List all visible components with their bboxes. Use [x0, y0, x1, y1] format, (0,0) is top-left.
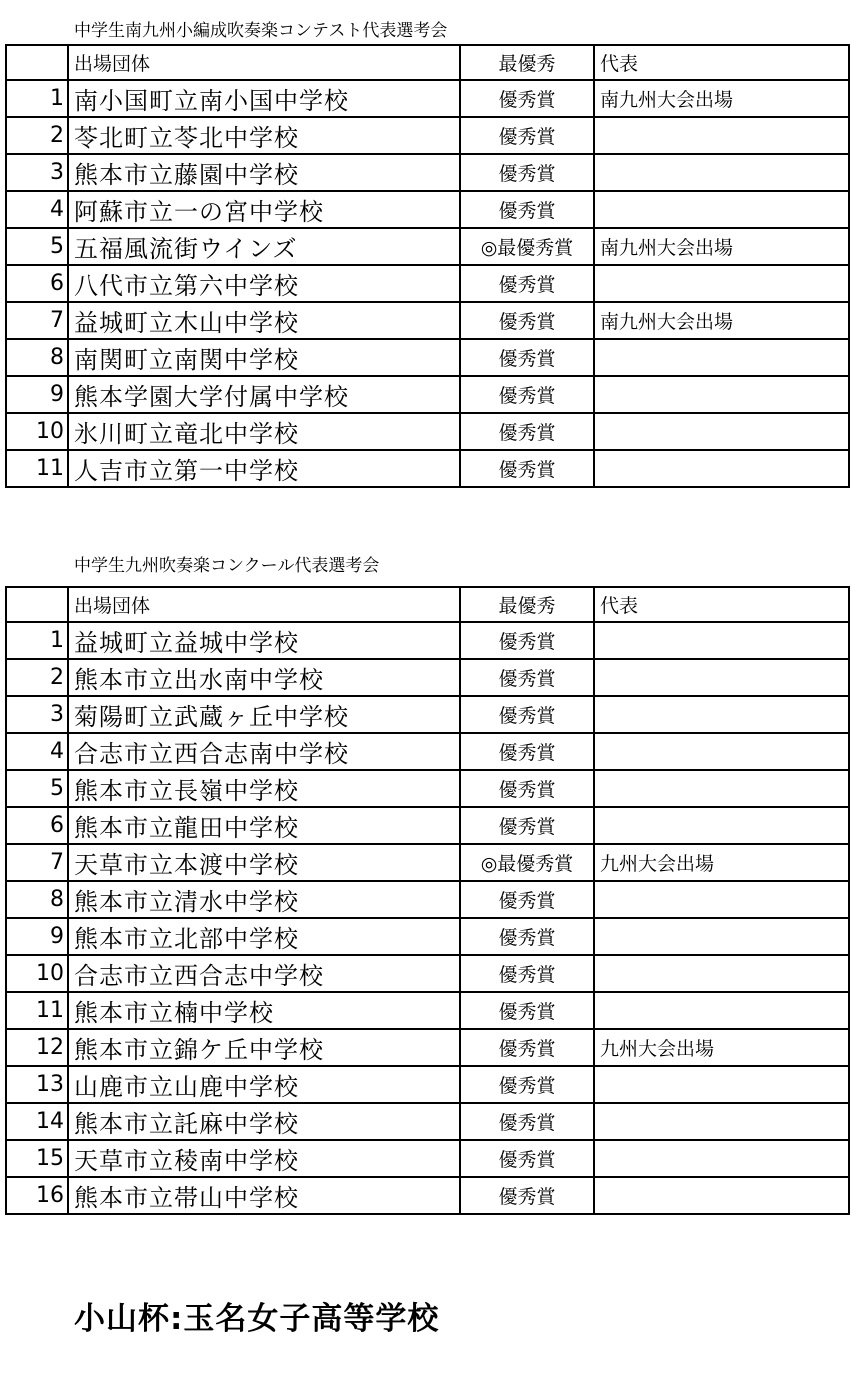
award-cell: ◎最優秀賞: [460, 844, 594, 881]
group-name: 苓北町立苓北中学校: [68, 117, 460, 154]
section1-table: [5, 44, 850, 488]
table-row: [6, 413, 849, 450]
representative-cell: [594, 117, 849, 154]
row-number: 6: [6, 265, 68, 302]
row-number: 4: [6, 733, 68, 770]
row-number: 1: [6, 622, 68, 659]
representative-cell: [594, 918, 849, 955]
award-cell: 優秀賞: [460, 1029, 594, 1066]
award-cell: 優秀賞: [460, 154, 594, 191]
representative-cell: [594, 992, 849, 1029]
group-name: 南小国町立南小国中学校: [68, 80, 460, 117]
award-cell: 優秀賞: [460, 1103, 594, 1140]
table-row: [6, 807, 849, 844]
header-group-name: 出場団体: [68, 587, 460, 622]
group-name: 合志市立西合志中学校: [68, 955, 460, 992]
representative-cell: 南九州大会出場: [594, 302, 849, 339]
table-row: [6, 622, 849, 659]
representative-cell: [594, 881, 849, 918]
award-cell: 優秀賞: [460, 770, 594, 807]
group-name: 熊本学園大学付属中学校: [68, 376, 460, 413]
award-cell: 優秀賞: [460, 376, 594, 413]
representative-cell: [594, 1140, 849, 1177]
award-cell: 優秀賞: [460, 733, 594, 770]
award-cell: 優秀賞: [460, 302, 594, 339]
group-name: 熊本市立楠中学校: [68, 992, 460, 1029]
table-row: [6, 955, 849, 992]
group-name: 合志市立西合志南中学校: [68, 733, 460, 770]
representative-cell: [594, 265, 849, 302]
group-name: 氷川町立竜北中学校: [68, 413, 460, 450]
row-number: 16: [6, 1177, 68, 1214]
table-header-row: [6, 587, 849, 622]
row-number: 13: [6, 1066, 68, 1103]
section2-caption: 中学生九州吹奏楽コンクール代表選考会: [74, 556, 380, 576]
oyama-cup-result: 小山杯:玉名女子高等学校: [74, 1301, 440, 1337]
table-row: [6, 376, 849, 413]
section1-caption: 中学生南九州小編成吹奏楽コンテスト代表選考会: [74, 21, 448, 41]
award-cell: 優秀賞: [460, 918, 594, 955]
representative-cell: [594, 191, 849, 228]
group-name: 熊本市立託麻中学校: [68, 1103, 460, 1140]
table-row: [6, 696, 849, 733]
header-row-number: [6, 587, 68, 622]
table-row: [6, 992, 849, 1029]
award-cell: 優秀賞: [460, 191, 594, 228]
row-number: 7: [6, 302, 68, 339]
award-cell: ◎最優秀賞: [460, 228, 594, 265]
row-number: 4: [6, 191, 68, 228]
group-name: 阿蘇市立一の宮中学校: [68, 191, 460, 228]
representative-cell: [594, 659, 849, 696]
representative-cell: [594, 450, 849, 487]
representative-cell: [594, 339, 849, 376]
row-number: 14: [6, 1103, 68, 1140]
table-row: [6, 659, 849, 696]
group-name: 熊本市立帯山中学校: [68, 1177, 460, 1214]
group-name: 天草市立本渡中学校: [68, 844, 460, 881]
group-name: 八代市立第六中学校: [68, 265, 460, 302]
group-name: 熊本市立錦ケ丘中学校: [68, 1029, 460, 1066]
award-cell: 優秀賞: [460, 955, 594, 992]
award-cell: 優秀賞: [460, 339, 594, 376]
group-name: 山鹿市立山鹿中学校: [68, 1066, 460, 1103]
header-award-cell: 最優秀: [460, 45, 594, 80]
row-number: 6: [6, 807, 68, 844]
award-cell: 優秀賞: [460, 992, 594, 1029]
representative-cell: [594, 1177, 849, 1214]
award-cell: 優秀賞: [460, 1140, 594, 1177]
representative-cell: 南九州大会出場: [594, 80, 849, 117]
header-row-number: [6, 45, 68, 80]
row-number: 3: [6, 696, 68, 733]
table-row: [6, 733, 849, 770]
table-row: [6, 844, 849, 881]
table-row: [6, 302, 849, 339]
group-name: 熊本市立藤園中学校: [68, 154, 460, 191]
award-cell: 優秀賞: [460, 659, 594, 696]
award-cell: 優秀賞: [460, 1066, 594, 1103]
group-name: 熊本市立清水中学校: [68, 881, 460, 918]
group-name: 天草市立稜南中学校: [68, 1140, 460, 1177]
header-award-cell: 最優秀: [460, 587, 594, 622]
table-header-row: [6, 45, 849, 80]
row-number: 1: [6, 80, 68, 117]
table-row: [6, 80, 849, 117]
group-name: 熊本市立龍田中学校: [68, 807, 460, 844]
table-row: [6, 918, 849, 955]
group-name: 人吉市立第一中学校: [68, 450, 460, 487]
representative-cell: [594, 376, 849, 413]
header-representative-cell: 代表: [594, 587, 849, 622]
representative-cell: [594, 955, 849, 992]
group-name: 五福風流街ウインズ: [68, 228, 460, 265]
representative-cell: 南九州大会出場: [594, 228, 849, 265]
representative-cell: 九州大会出場: [594, 844, 849, 881]
group-name: 益城町立益城中学校: [68, 622, 460, 659]
header-representative-cell: 代表: [594, 45, 849, 80]
award-cell: 優秀賞: [460, 807, 594, 844]
table-row: [6, 228, 849, 265]
representative-cell: 九州大会出場: [594, 1029, 849, 1066]
row-number: 3: [6, 154, 68, 191]
group-name: 熊本市立出水南中学校: [68, 659, 460, 696]
table-row: [6, 265, 849, 302]
row-number: 5: [6, 770, 68, 807]
row-number: 2: [6, 117, 68, 154]
group-name: 熊本市立北部中学校: [68, 918, 460, 955]
award-cell: 優秀賞: [460, 265, 594, 302]
row-number: 8: [6, 881, 68, 918]
row-number: 9: [6, 918, 68, 955]
table-row: [6, 154, 849, 191]
award-cell: 優秀賞: [460, 117, 594, 154]
representative-cell: [594, 622, 849, 659]
representative-cell: [594, 413, 849, 450]
representative-cell: [594, 770, 849, 807]
table-row: [6, 1140, 849, 1177]
award-cell: 優秀賞: [460, 696, 594, 733]
row-number: 11: [6, 992, 68, 1029]
table-row: [6, 1066, 849, 1103]
row-number: 10: [6, 955, 68, 992]
representative-cell: [594, 1103, 849, 1140]
group-name: 菊陽町立武蔵ヶ丘中学校: [68, 696, 460, 733]
award-cell: 優秀賞: [460, 881, 594, 918]
table-row: [6, 1029, 849, 1066]
table-row: [6, 881, 849, 918]
row-number: 12: [6, 1029, 68, 1066]
row-number: 7: [6, 844, 68, 881]
award-cell: 優秀賞: [460, 80, 594, 117]
table-row: [6, 1177, 849, 1214]
award-cell: 優秀賞: [460, 413, 594, 450]
representative-cell: [594, 807, 849, 844]
section2-table: [5, 586, 850, 1215]
representative-cell: [594, 696, 849, 733]
row-number: 5: [6, 228, 68, 265]
table-row: [6, 770, 849, 807]
header-group-name: 出場団体: [68, 45, 460, 80]
table-row: [6, 339, 849, 376]
award-cell: 優秀賞: [460, 450, 594, 487]
row-number: 11: [6, 450, 68, 487]
row-number: 15: [6, 1140, 68, 1177]
table-row: [6, 450, 849, 487]
group-name: 熊本市立長嶺中学校: [68, 770, 460, 807]
representative-cell: [594, 733, 849, 770]
table-row: [6, 191, 849, 228]
group-name: 益城町立木山中学校: [68, 302, 460, 339]
representative-cell: [594, 1066, 849, 1103]
representative-cell: [594, 154, 849, 191]
group-name: 南関町立南関中学校: [68, 339, 460, 376]
row-number: 10: [6, 413, 68, 450]
row-number: 9: [6, 376, 68, 413]
award-cell: 優秀賞: [460, 622, 594, 659]
award-cell: 優秀賞: [460, 1177, 594, 1214]
table-row: [6, 1103, 849, 1140]
row-number: 2: [6, 659, 68, 696]
row-number: 8: [6, 339, 68, 376]
table-row: [6, 117, 849, 154]
